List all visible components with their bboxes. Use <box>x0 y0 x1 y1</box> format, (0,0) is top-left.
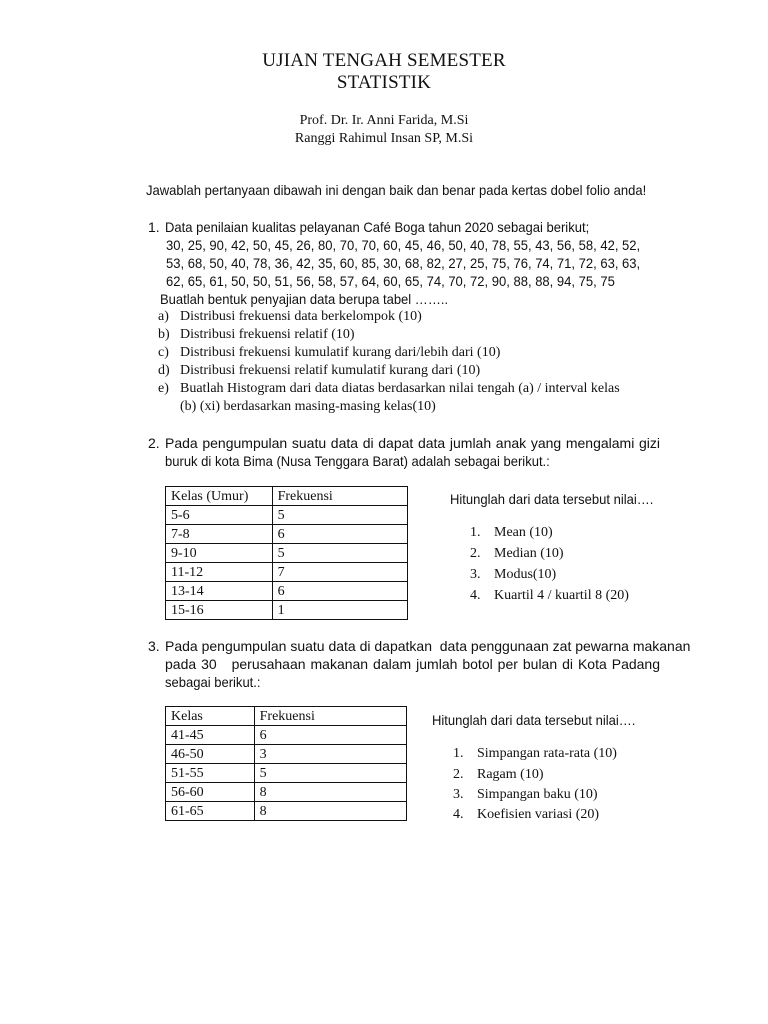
table-header-cell: Kelas <box>166 707 255 726</box>
table-cell: 5-6 <box>166 506 273 525</box>
question-3 <box>148 637 691 695</box>
table-row <box>166 764 407 783</box>
table-cell: 11-12 <box>166 563 273 582</box>
table-cell: 7-8 <box>166 525 273 544</box>
table-cell: 5 <box>272 506 407 525</box>
table-cell: 6 <box>272 582 407 601</box>
question-1-task: Buatlah bentuk penyajian data berupa tabel …….. <box>160 291 449 307</box>
table-header-cell: Kelas (Umur) <box>166 487 273 506</box>
author-2: Ranggi Rahimul Insan SP, M.Si <box>294 131 474 146</box>
question-3-text: sebagai berikut.: <box>165 674 261 690</box>
table-header-cell: Frekuensi <box>272 487 407 506</box>
question-1-intro: Data penilaian kualitas pelayanan Café Boga tahun 2020 sebagai berikut; <box>165 219 590 235</box>
table-row <box>166 726 407 745</box>
table-row <box>166 601 408 620</box>
question-1-data-line: 53, 68, 50, 40, 78, 36, 42, 35, 60, 85, 30, 68, 82, 27, 25, 75, 76, 74, 71, 72, 63, 63, <box>166 255 641 271</box>
question-1-number: 1. <box>148 219 160 235</box>
table-cell: 41-45 <box>166 726 255 745</box>
table-header-row <box>166 487 408 506</box>
question-2-table <box>165 486 408 620</box>
table-cell: 51-55 <box>166 764 255 783</box>
table-cell: 6 <box>272 525 407 544</box>
table-cell: 3 <box>254 745 406 764</box>
table-cell: 9-10 <box>166 544 273 563</box>
table-row <box>166 506 408 525</box>
exam-title: UJIAN TENGAH SEMESTER <box>262 50 506 71</box>
exam-subject: STATISTIK <box>336 72 432 93</box>
table-row <box>166 745 407 764</box>
instruction-text: Jawablah pertanyaan dibawah ini dengan baik dan benar pada kertas dobel folio anda! <box>146 182 647 198</box>
question-1-item-e-continued: (b) (xi) berdasarkan masing-masing kelas(10) <box>180 399 436 414</box>
table-cell: 46-50 <box>166 745 255 764</box>
question-3-side-intro: Hitunglah dari data tersebut nilai…. <box>432 712 636 728</box>
question-1-data-line: 30, 25, 90, 42, 50, 45, 26, 80, 70, 70, 60, 45, 46, 50, 40, 78, 55, 43, 56, 58, 42, 52, <box>166 237 641 253</box>
table-cell: 13-14 <box>166 582 273 601</box>
question-1-data-line: 62, 65, 61, 50, 50, 51, 56, 58, 57, 64, 60, 65, 74, 70, 72, 90, 88, 88, 94, 75, 75 <box>166 273 615 289</box>
question-2 <box>148 434 660 474</box>
table-row <box>166 582 408 601</box>
question-3-number: 3. <box>148 638 160 654</box>
table-cell: 5 <box>272 544 407 563</box>
table-row <box>166 525 408 544</box>
table-cell: 7 <box>272 563 407 582</box>
question-3-table <box>165 706 407 821</box>
table-row <box>166 802 407 821</box>
table-cell: 5 <box>254 764 406 783</box>
table-header-cell: Frekuensi <box>254 707 406 726</box>
table-row <box>166 563 408 582</box>
question-2-number: 2. <box>148 435 160 451</box>
table-row <box>166 544 408 563</box>
author-1: Prof. Dr. Ir. Anni Farida, M.Si <box>299 113 469 128</box>
table-header-row <box>166 707 407 726</box>
table-cell: 15-16 <box>166 601 273 620</box>
question-2-text: Pada pengumpulan suatu data di dapat data jumlah anak yang mengalami gizi <box>165 435 660 451</box>
table-cell: 1 <box>272 601 407 620</box>
exam-page: UJIAN TENGAH SEMESTER STATISTIK Prof. Dr. Ir. Anni Farida, M.Si Ranggi Rahimul Insan SP, M.Si Jawablah pertanyaan dibawah ini dengan baik dan benar pada kertas dobel folio anda! 1. Data penilaian kualitas pelayanan Café Boga tahun 2020 sebagai berikut; 30, 25, 90, 42, 50, 45, 26, 80, 70, 70, 60, 45, 46, 50, 40, 78, 55, 43, 56, 58, 42, 52, 53, 68, 50, 40, 78, 36, 42, 35, 60, 85, 30, 68, 82, 27, 25, 75, 76, 74, 71, 72, 63, 63, 62, 65, 61, 50, 50, 51, 56, 58, 57, 64, 60, 65, 74, 70, 72, 90, 88, 88, 94, 75, 75 Buatlah bentuk penyajian data berupa tabel …….. a) Distribusi frekuensi data berkelompok (10) b) Distribusi frekuensi relatif (10) c) Distribusi frekuensi kumulatif kurang dari/lebih dari (10) d) Distribusi frekuensi relatif kumulatif kurang dari (10) e) Buatlah Histogram dari data diatas berdasarkan nilai tengah (a) / interval kelas (b) (xi) berdasarkan masing-masing kelas(10) 2. Pada pengumpulan suatu data di dapat data jumlah anak yang mengalami gizi buruk di kota Bima (Nusa Tenggara Barat) adalah sebagai berikut.: Kelas (Umur) Frekuensi 5-6 5 7-8 6 9-10 5 11-12 7 13-14 6 15-16 1 Hitunglah dari data tersebut nilai…. 1. Mean (10) 2. Median (10) 3. Modus(10) 4. Kuartil 4 / kuartil 8 (20) 3. Pada pengumpulan suatu data di dapatkan data penggunaan zat pewarna makanan pada 30 perusahaan makanan dalam jumlah botol per bulan di Kota Padang sebagai berikut.: Kelas Frekuensi 41-45 6 46-50 3 51-55 5 56-60 8 61-65 8 Hitunglah dari data tersebut nilai…. 1. Simpangan rata-rata (10) 2. Ragam (10) 3. Simpangan baku (10) 4. Koefisien variasi (20) <box>0 0 768 1024</box>
table-cell: 8 <box>254 783 406 802</box>
table-row <box>166 783 407 802</box>
table-cell: 56-60 <box>166 783 255 802</box>
question-2-text: buruk di kota Bima (Nusa Tenggara Barat) adalah sebagai berikut.: <box>165 453 550 469</box>
table-cell: 6 <box>254 726 406 745</box>
table-cell: 61-65 <box>166 802 255 821</box>
question-3-text: pada 30 perusahaan makanan dalam jumlah botol per bulan di Kota Padang <box>165 656 660 672</box>
question-3-text: Pada pengumpulan suatu data di dapatkan data penggunaan zat pewarna makanan <box>165 638 691 654</box>
question-2-side-intro: Hitunglah dari data tersebut nilai…. <box>450 491 654 507</box>
table-cell: 8 <box>254 802 406 821</box>
